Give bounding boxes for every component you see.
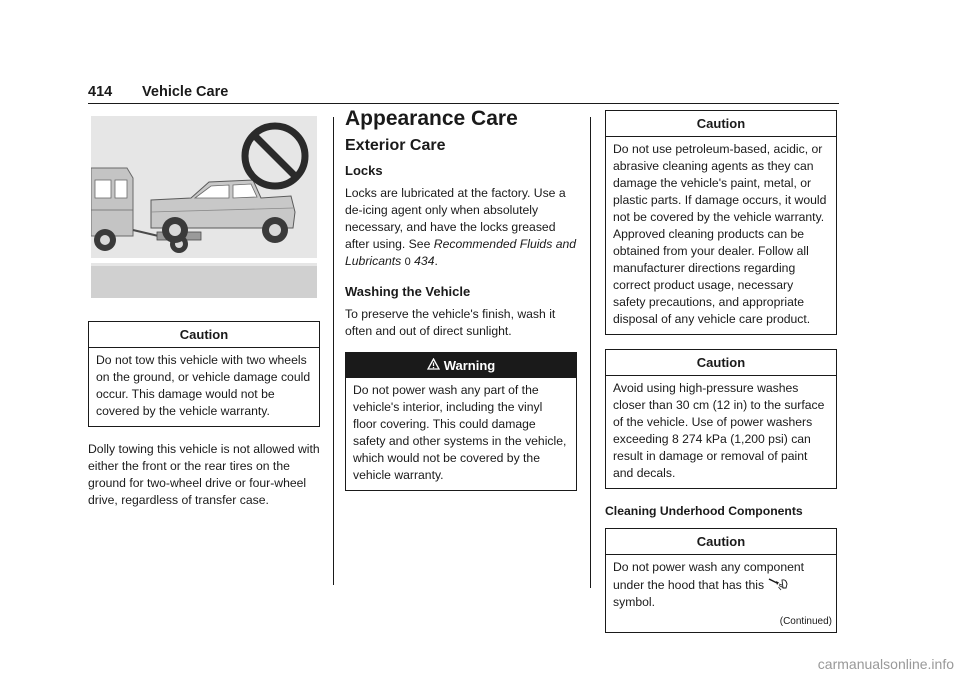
caution-title: Caution [606,350,836,376]
underhood-heading: Cleaning Underhood Components [605,504,803,518]
caution-box-underhood [605,528,837,633]
page-header [88,84,228,100]
caution-box-cleaning-agents [605,110,837,335]
warning-title: Warning [443,358,496,373]
caution-text: Do not power wash any component under the hood that has this [613,560,805,592]
caution-title: Caution [89,322,319,348]
dolly-towing-paragraph: Dolly towing this vehicle is not allowed with either the front or the rear tires on the ground for two-wheel drive or four-wheel drive, regardless of transfer case. [88,442,320,507]
caution-box-towing [88,321,320,427]
caution-title: Caution [606,529,836,555]
locks-text-end: . [434,254,438,268]
caution-text: Do not tow this vehicle with two wheels on the ground, or vehicle damage could occur. This damage would not be covered by the vehicle warranty. [96,353,311,418]
continued-label: (Continued) [779,616,832,627]
page-number: 414 [88,84,113,100]
caution-underhood-body [606,555,836,617]
caution-title: Caution [606,111,836,137]
header-rule [88,103,839,104]
column-1 [88,110,320,521]
site-watermark: carmanualsonline.info [817,656,954,672]
warning-text: Do not power wash any part of the vehicle's interior, including the vinyl floor covering. This could damage safety and other systems in the vehicle, which would not be covered by the vehicle warranty. [353,383,567,482]
warning-box [345,352,577,491]
section-title: Vehicle Care [142,84,229,100]
no-power-wash-symbol-icon [768,576,788,591]
fluids-reference-page[interactable]: 434 [414,254,435,268]
page-ref-arrow: 0 [404,256,411,268]
no-dolly-towing-illustration [91,116,317,298]
exterior-care-heading: Exterior Care [345,137,446,154]
caution-text: Avoid using high-pressure washes closer than 30 cm (12 in) to the surface of the vehicle. Use of power washers exceeding 8 274 kPa (1,200 psi) can result in damage or removal of paint and decals. [613,381,825,480]
caution-box-high-pressure [605,349,837,489]
locks-paragraph [345,185,577,271]
warning-header [346,353,576,378]
locks-text: Locks are lubricated at the factory. Use a de-icing agent only when absolutely necessary, and have the locks greased after using. See [345,186,566,251]
column-divider-2 [590,117,591,588]
washing-paragraph: To preserve the vehicle's finish, wash it often and out of direct sunlight. [345,307,556,338]
washing-heading: Washing the Vehicle [345,284,471,299]
column-divider-1 [333,117,334,585]
column-3 [605,110,837,647]
appearance-care-heading: Appearance Care [345,107,518,130]
caution-text: Do not use petroleum-based, acidic, or abrasive cleaning agents as they can damage the vehicle's paint, metal, or plastic parts. If damage occurs, it would not be covered by the vehicle warranty. Approved cleaning products can be obtained from your dealer. Follow all manufacturer directions regarding correct product usage, necessary safety precautions, and appropriate disposal of any vehicle care product. [613,142,827,326]
locks-heading: Locks [345,163,383,178]
caution-text-end: symbol. [613,595,655,609]
column-2 [345,107,577,505]
fluids-reference-link[interactable]: Recommended Fluids and Lubricants [345,237,577,268]
warning-triangle-icon [427,358,440,370]
